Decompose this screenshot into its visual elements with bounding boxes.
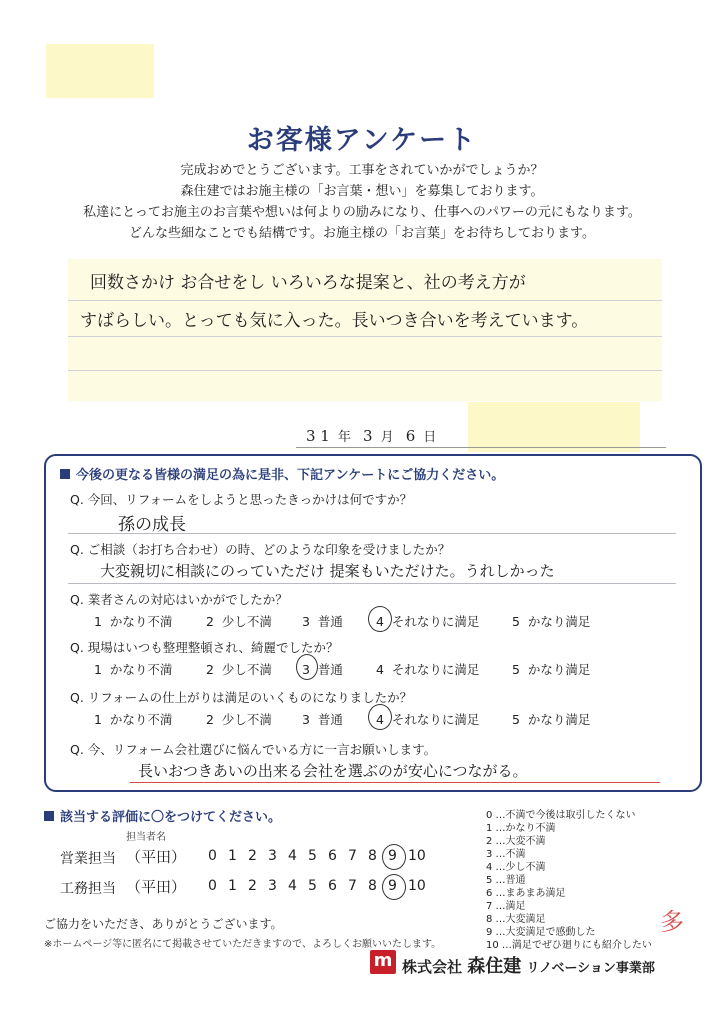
option-3: 3 普通	[302, 712, 343, 727]
question-2: Q. ご相談（お打ち合わせ）の時、どのような印象を受けましたか？	[70, 542, 451, 557]
score-scale-sales: 0 1 2 3 4 5 6 7 8 9 10	[208, 848, 426, 864]
sales-staff-label: 営業担当	[60, 851, 116, 867]
date-month: 3	[363, 427, 373, 445]
bullet-square-icon	[44, 811, 54, 821]
sales-score-circle	[382, 844, 406, 870]
option-2: 2 少し不満	[206, 712, 272, 727]
option-3: 3 普通	[302, 614, 343, 629]
answer-2: 大変親切に相談にのっていただけ 提案もいただけた。うれしかった	[100, 562, 555, 580]
selected-circle-q5	[368, 704, 392, 730]
construction-score-circle	[382, 874, 406, 900]
date-day: 6	[405, 427, 416, 445]
answer-rule	[68, 533, 676, 534]
option-5: 5 かなり満足	[512, 712, 591, 727]
legend-item: 4 …少し不満	[486, 862, 546, 873]
legend-item: 2 …大変不満	[486, 836, 546, 847]
intro-line: どんな些細なことでも結構です。お施主様の「お言葉」をお待ちしております。	[129, 226, 595, 241]
evaluation-heading: 該当する評価に〇をつけてください。	[44, 806, 281, 825]
company-logo: m	[370, 950, 396, 974]
intro-line: 完成おめでとうございます。工事をされていかがでしょうか？	[180, 163, 544, 178]
publication-note: ※ホームページ等に匿名にて掲載させていただきますので、よろしくお願いいたします。	[44, 939, 442, 950]
legend-item: 1 …かなり不満	[486, 823, 556, 834]
date	[298, 426, 436, 445]
handwritten-mark: 多	[660, 908, 684, 936]
date-year-label: 年	[337, 430, 351, 445]
staff-column-label: 担当者名	[126, 832, 166, 843]
comment-line-1: 回数さかけ お合せをし いろいろな提案と、社の考え方が	[90, 273, 526, 293]
option-4: 4 それなりに満足	[376, 614, 480, 629]
redacted-name-box	[46, 44, 154, 98]
answer-rule	[68, 583, 676, 584]
question-4: Q. 現場はいつも整理整頓され、綺麗でしたか？	[70, 640, 339, 655]
question-6: Q. 今、リフォーム会社選びに悩んでいる方に一言お願いします。	[70, 742, 437, 757]
legend-item: 7 …満足	[486, 901, 526, 912]
page-title: お客様アンケート	[246, 125, 478, 156]
comment-line-2: すばらしい。とっても気に入った。長いつき合いを考えています。	[80, 311, 589, 331]
legend-item: 0 …不満で今後は取引したくない	[486, 810, 636, 821]
option-2: 2 少し不満	[206, 614, 272, 629]
legend-item: 3 …不満	[486, 849, 526, 860]
date-day-label: 日	[423, 430, 437, 445]
selected-circle-q3	[368, 606, 392, 632]
legend-item: 10 …満足でぜひ廻りにも紹介したい	[486, 940, 652, 951]
option-5: 5 かなり満足	[512, 614, 591, 629]
option-4: 4 それなりに満足	[376, 712, 480, 727]
date-month-label: 月	[380, 430, 394, 445]
answer-1: 孫の成長	[118, 515, 186, 535]
legend-item: 5 …普通	[486, 875, 526, 886]
intro-text	[0, 160, 724, 244]
sales-staff-name: （平田）	[126, 848, 187, 866]
comment-rule	[68, 336, 662, 337]
date-underline	[296, 447, 666, 448]
option-4: 4 それなりに満足	[376, 662, 480, 677]
option-1: 1 かなり不満	[94, 712, 173, 727]
selected-circle-q4	[296, 654, 318, 680]
company-name: 株式会社 森住建 リノベーション事業部	[402, 956, 655, 977]
score-scale-construction: 0 1 2 3 4 5 6 7 8 9 10	[208, 878, 426, 894]
legend-item: 9 …大変満足で感動した	[486, 927, 596, 938]
bullet-square-icon	[60, 469, 70, 479]
intro-line: 私達にとってお施主のお言葉や想いは何よりの励みになり、仕事へのパワーの元にもなります。	[83, 205, 641, 220]
question-5: Q. リフォームの仕上がりは満足のいくものになりましたか？	[70, 690, 413, 705]
intro-line: 森住建ではお施主様の「お言葉・想い」を募集しております。	[180, 184, 544, 199]
question-3: Q. 業者さんの対応はいかがでしたか？	[70, 592, 288, 607]
comment-rule	[68, 370, 662, 371]
redacted-signature-box	[468, 402, 640, 452]
construction-staff-label: 工務担当	[60, 881, 116, 897]
legend-item: 8 …大変満足	[486, 914, 546, 925]
legend-item: 6 …まあまあ満足	[486, 888, 566, 899]
option-1: 1 かなり不満	[94, 614, 173, 629]
answer-6: 長いおつきあいの出来る会社を選ぶのが安心につながる。	[138, 762, 528, 780]
comment-rule	[68, 300, 662, 301]
construction-staff-name: （平田）	[126, 878, 187, 896]
option-3: 3 普通	[302, 662, 343, 677]
survey-heading: 今後の更なる皆様の満足の為に是非、下記アンケートにご協力ください。	[60, 464, 504, 483]
option-2: 2 少し不満	[206, 662, 272, 677]
thanks-text: ご協力をいただき、ありがとうございます。	[44, 917, 283, 931]
date-year: 3 1	[306, 427, 330, 445]
option-5: 5 かなり満足	[512, 662, 591, 677]
question-1: Q. 今回、リフォームをしようと思ったきっかけは何ですか？	[70, 492, 413, 507]
answer-underline	[130, 782, 660, 783]
option-1: 1 かなり不満	[94, 662, 173, 677]
